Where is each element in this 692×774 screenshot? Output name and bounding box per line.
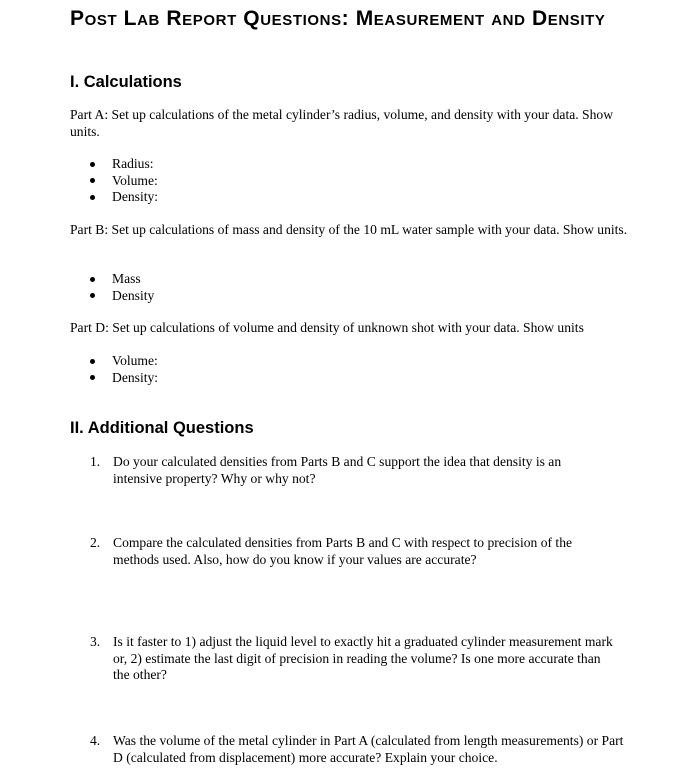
list-item-text: Mass (112, 271, 141, 286)
list-item (88, 189, 158, 206)
bullet-icon (90, 195, 95, 200)
part-d-list (88, 353, 158, 386)
list-item (88, 156, 158, 173)
bullet-icon (90, 277, 95, 282)
section-heading-additional-questions: II. Additional Questions (70, 419, 254, 437)
part-a-instructions: Part A: Set up calculations of the metal cylinder’s radius, volume, and density with your data. Show units. (70, 107, 614, 139)
part-a-list (88, 156, 158, 206)
question-number: 1. (90, 454, 101, 469)
question-item (90, 733, 635, 766)
part-d-instructions: Part D: Set up calculations of volume and density of unknown shot with your data. Show units (70, 320, 584, 335)
page-title: Post Lab Report Questions: Measurement and Density (70, 7, 606, 30)
question-text: Was the volume of the metal cylinder in Part A (calculated from length measurements) or Part D (calculated from displacement) more accurate? Explain your choice. (113, 733, 624, 765)
question-number: 4. (90, 733, 101, 748)
list-item-text: Volume: (112, 172, 158, 188)
question-text: Do your calculated densities from Parts B and C support the idea that density is an intensive property? Why or why not? (113, 454, 562, 486)
bullet-icon (90, 359, 95, 364)
question-item (90, 535, 605, 568)
question-number: 3. (90, 634, 101, 649)
question-text: Compare the calculated densities from Parts B and C with respect to precision of the methods used. Also, how do you know if your values are accurate? (113, 535, 573, 567)
list-item-text: Volume: (112, 353, 158, 368)
question-number: 2. (90, 535, 101, 550)
part-b-instructions: Part B: Set up calculations of mass and density of the 10 mL water sample with your data. Show units. (70, 222, 628, 237)
question-item (90, 454, 595, 487)
list-item (88, 288, 154, 305)
part-b-list (88, 271, 154, 304)
bullet-icon (90, 293, 95, 298)
list-item (88, 173, 158, 190)
list-item (88, 271, 154, 288)
list-item-text: Density: (112, 369, 159, 385)
list-item-text: Density: (112, 189, 159, 204)
question-text: Is it faster to 1) adjust the liquid level to exactly hit a graduated cylinder measurement mark or, 2) estimate the last digit of precision in reading the volume? Is one more accurate than the other? (113, 634, 613, 682)
list-item (88, 370, 158, 387)
question-item (90, 634, 620, 684)
bullet-icon (90, 178, 95, 183)
bullet-icon (90, 162, 95, 167)
list-item-text: Density (112, 287, 155, 303)
list-item-text: Radius: (112, 156, 154, 171)
bullet-icon (90, 375, 95, 380)
section-heading-calculations: I. Calculations (70, 73, 182, 91)
list-item (88, 353, 158, 370)
